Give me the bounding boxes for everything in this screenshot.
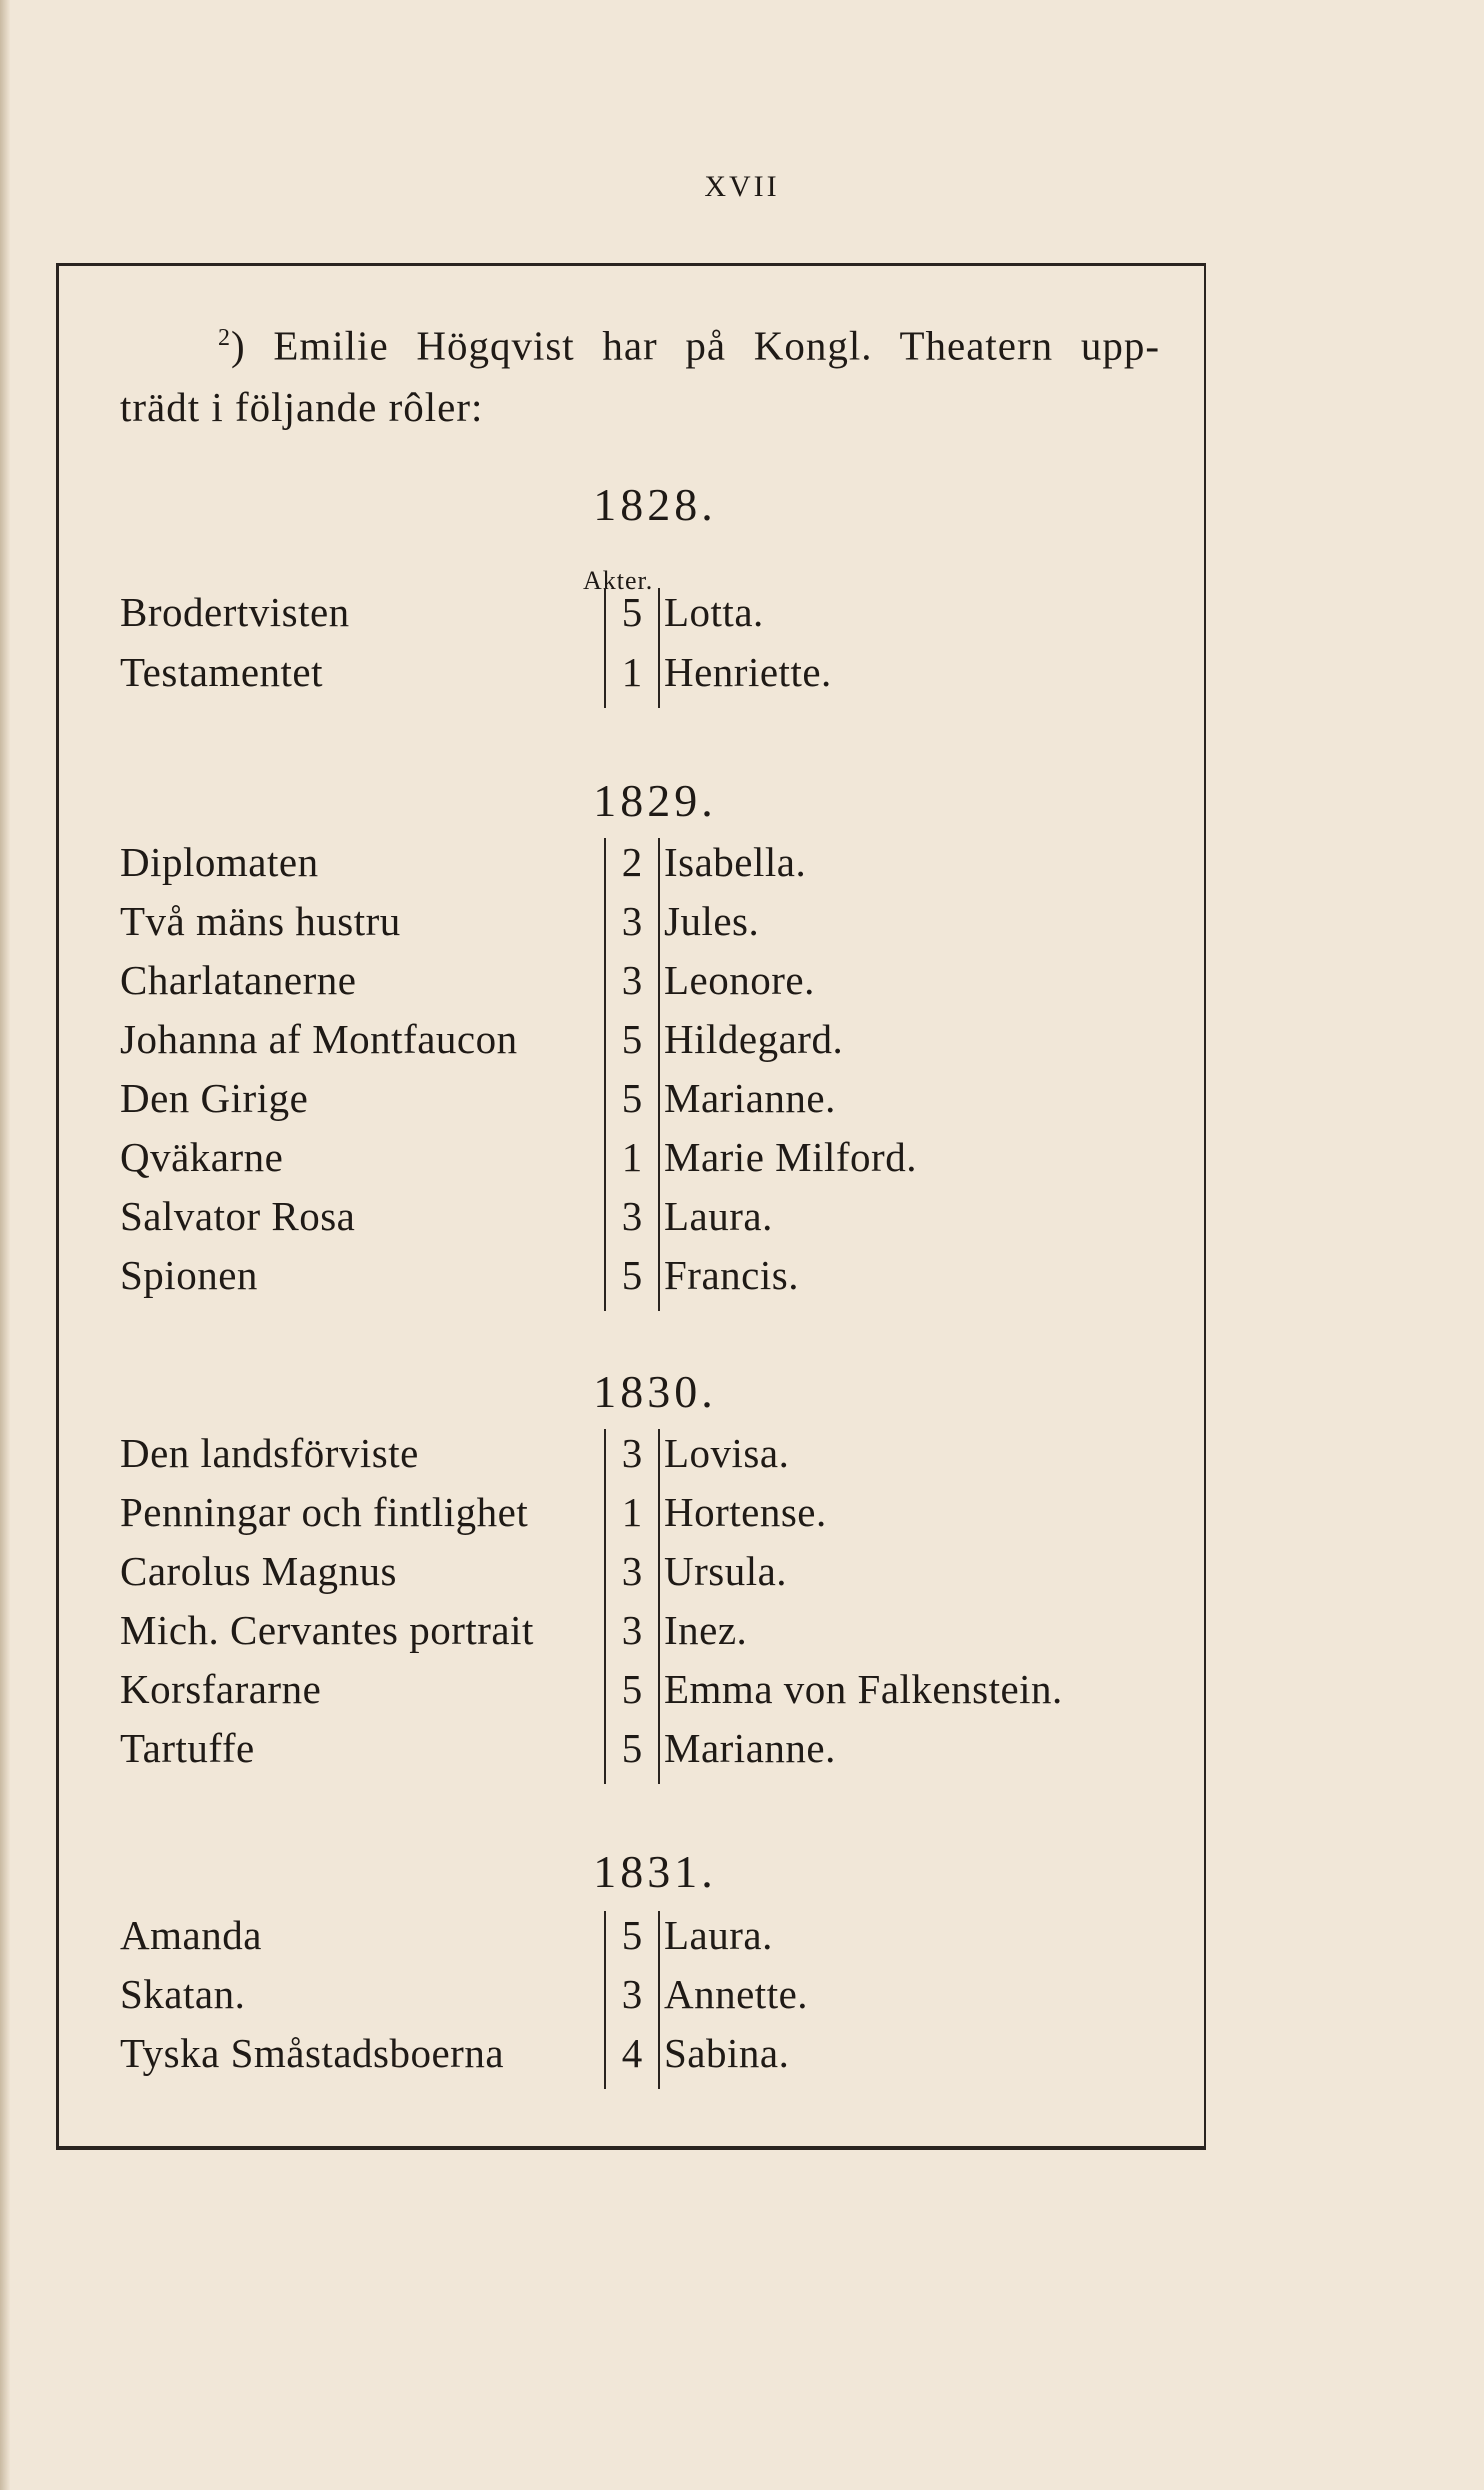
year-heading-1831: 1831.: [593, 1846, 717, 1897]
table-row: [0, 588, 1484, 648]
play-title: Amanda: [120, 1912, 262, 1958]
role-name: Sabina.: [664, 2030, 790, 2076]
role-name: Hildegard.: [664, 1016, 844, 1062]
page-number: XVII: [704, 170, 780, 203]
role-name: Ursula.: [664, 1548, 788, 1594]
acts-count: 1: [604, 648, 660, 708]
role-name: Henriette.: [664, 649, 832, 695]
table-row: [0, 1429, 1484, 1489]
play-title: Den Girige: [120, 1075, 309, 1121]
table-row: [0, 1133, 1484, 1193]
table-row: [0, 956, 1484, 1016]
acts-count: 5: [604, 1251, 660, 1311]
role-name: Emma von Falkenstein.: [664, 1666, 1063, 1712]
play-title: Skatan.: [120, 1971, 246, 2017]
acts-count: 5: [604, 1074, 660, 1134]
role-name: Isabella.: [664, 839, 807, 885]
table-row: [0, 1251, 1484, 1311]
role-name: Francis.: [664, 1252, 799, 1298]
acts-count: 3: [604, 897, 660, 957]
play-title: Diplomaten: [120, 839, 319, 885]
table-row: [0, 1074, 1484, 1134]
intro-line-1: [120, 308, 1160, 377]
acts-count: 5: [604, 588, 660, 648]
acts-count: 5: [604, 1724, 660, 1784]
acts-count: 5: [604, 1911, 660, 1971]
play-title: Spionen: [120, 1252, 258, 1298]
table-row: [0, 897, 1484, 957]
table-row: [0, 838, 1484, 898]
play-title: Charlatanerne: [120, 957, 357, 1003]
role-name: Hortense.: [664, 1489, 827, 1535]
role-name: Jules.: [664, 898, 760, 944]
play-title: Tartuffe: [120, 1725, 255, 1771]
table-row: [0, 1192, 1484, 1252]
table-row: [0, 1911, 1484, 1971]
footnote-mark: 2: [218, 325, 231, 351]
table-row: [0, 1970, 1484, 2030]
play-title: Korsfararne: [120, 1666, 322, 1712]
acts-count: 3: [604, 956, 660, 1016]
play-title: Qväkarne: [120, 1134, 284, 1180]
play-title: Johanna af Montfaucon: [120, 1016, 518, 1062]
year-heading-1828: 1828.: [593, 479, 717, 530]
role-name: Marianne.: [664, 1075, 836, 1121]
play-title: Den landsförviste: [120, 1430, 419, 1476]
table-row: [0, 1724, 1484, 1784]
role-name: Marie Milford.: [664, 1134, 917, 1180]
play-title: Penningar och fintlighet: [120, 1489, 529, 1535]
role-name: Leonore.: [664, 957, 815, 1003]
table-row: [0, 1015, 1484, 1075]
play-title: Tyska Småstadsboerna: [120, 2030, 505, 2076]
role-name: Annette.: [664, 1971, 809, 2017]
play-title: Salvator Rosa: [120, 1193, 356, 1239]
acts-count: 1: [604, 1488, 660, 1548]
play-title: Brodertvisten: [120, 589, 350, 635]
table-row: [0, 648, 1484, 708]
role-name: Lotta.: [664, 589, 764, 635]
year-heading-1830: 1830.: [593, 1366, 717, 1417]
intro-paragraph: [120, 308, 1160, 438]
role-name: Lovisa.: [664, 1430, 790, 1476]
table-row: [0, 1488, 1484, 1548]
role-name: Laura.: [664, 1912, 773, 1958]
play-title: Testamentet: [120, 649, 323, 695]
column-header-acts: Akter.: [583, 566, 654, 595]
play-title: Två mäns hustru: [120, 898, 401, 944]
table-row: [0, 1665, 1484, 1725]
acts-count: 3: [604, 1429, 660, 1489]
acts-count: 3: [604, 1547, 660, 1607]
role-name: Inez.: [664, 1607, 748, 1653]
acts-count: 4: [604, 2029, 660, 2089]
play-title: Carolus Magnus: [120, 1548, 397, 1594]
table-row: [0, 1547, 1484, 1607]
intro-line-2: trädt i följande rôler:: [120, 383, 484, 430]
acts-count: 1: [604, 1133, 660, 1193]
role-name: Marianne.: [664, 1725, 836, 1771]
table-row: [0, 2029, 1484, 2089]
acts-count: 3: [604, 1192, 660, 1252]
acts-count: 5: [604, 1015, 660, 1075]
table-row: [0, 1606, 1484, 1666]
intro-line-1-text: ) Emilie Högqvist har på Kongl. Theatern upp-: [231, 322, 1160, 369]
acts-count: 2: [604, 838, 660, 898]
acts-count: 5: [604, 1665, 660, 1725]
acts-count: 3: [604, 1606, 660, 1666]
acts-count: 3: [604, 1970, 660, 2030]
play-title: Mich. Cervantes portrait: [120, 1607, 534, 1653]
year-heading-1829: 1829.: [593, 775, 717, 826]
role-name: Laura.: [664, 1193, 773, 1239]
